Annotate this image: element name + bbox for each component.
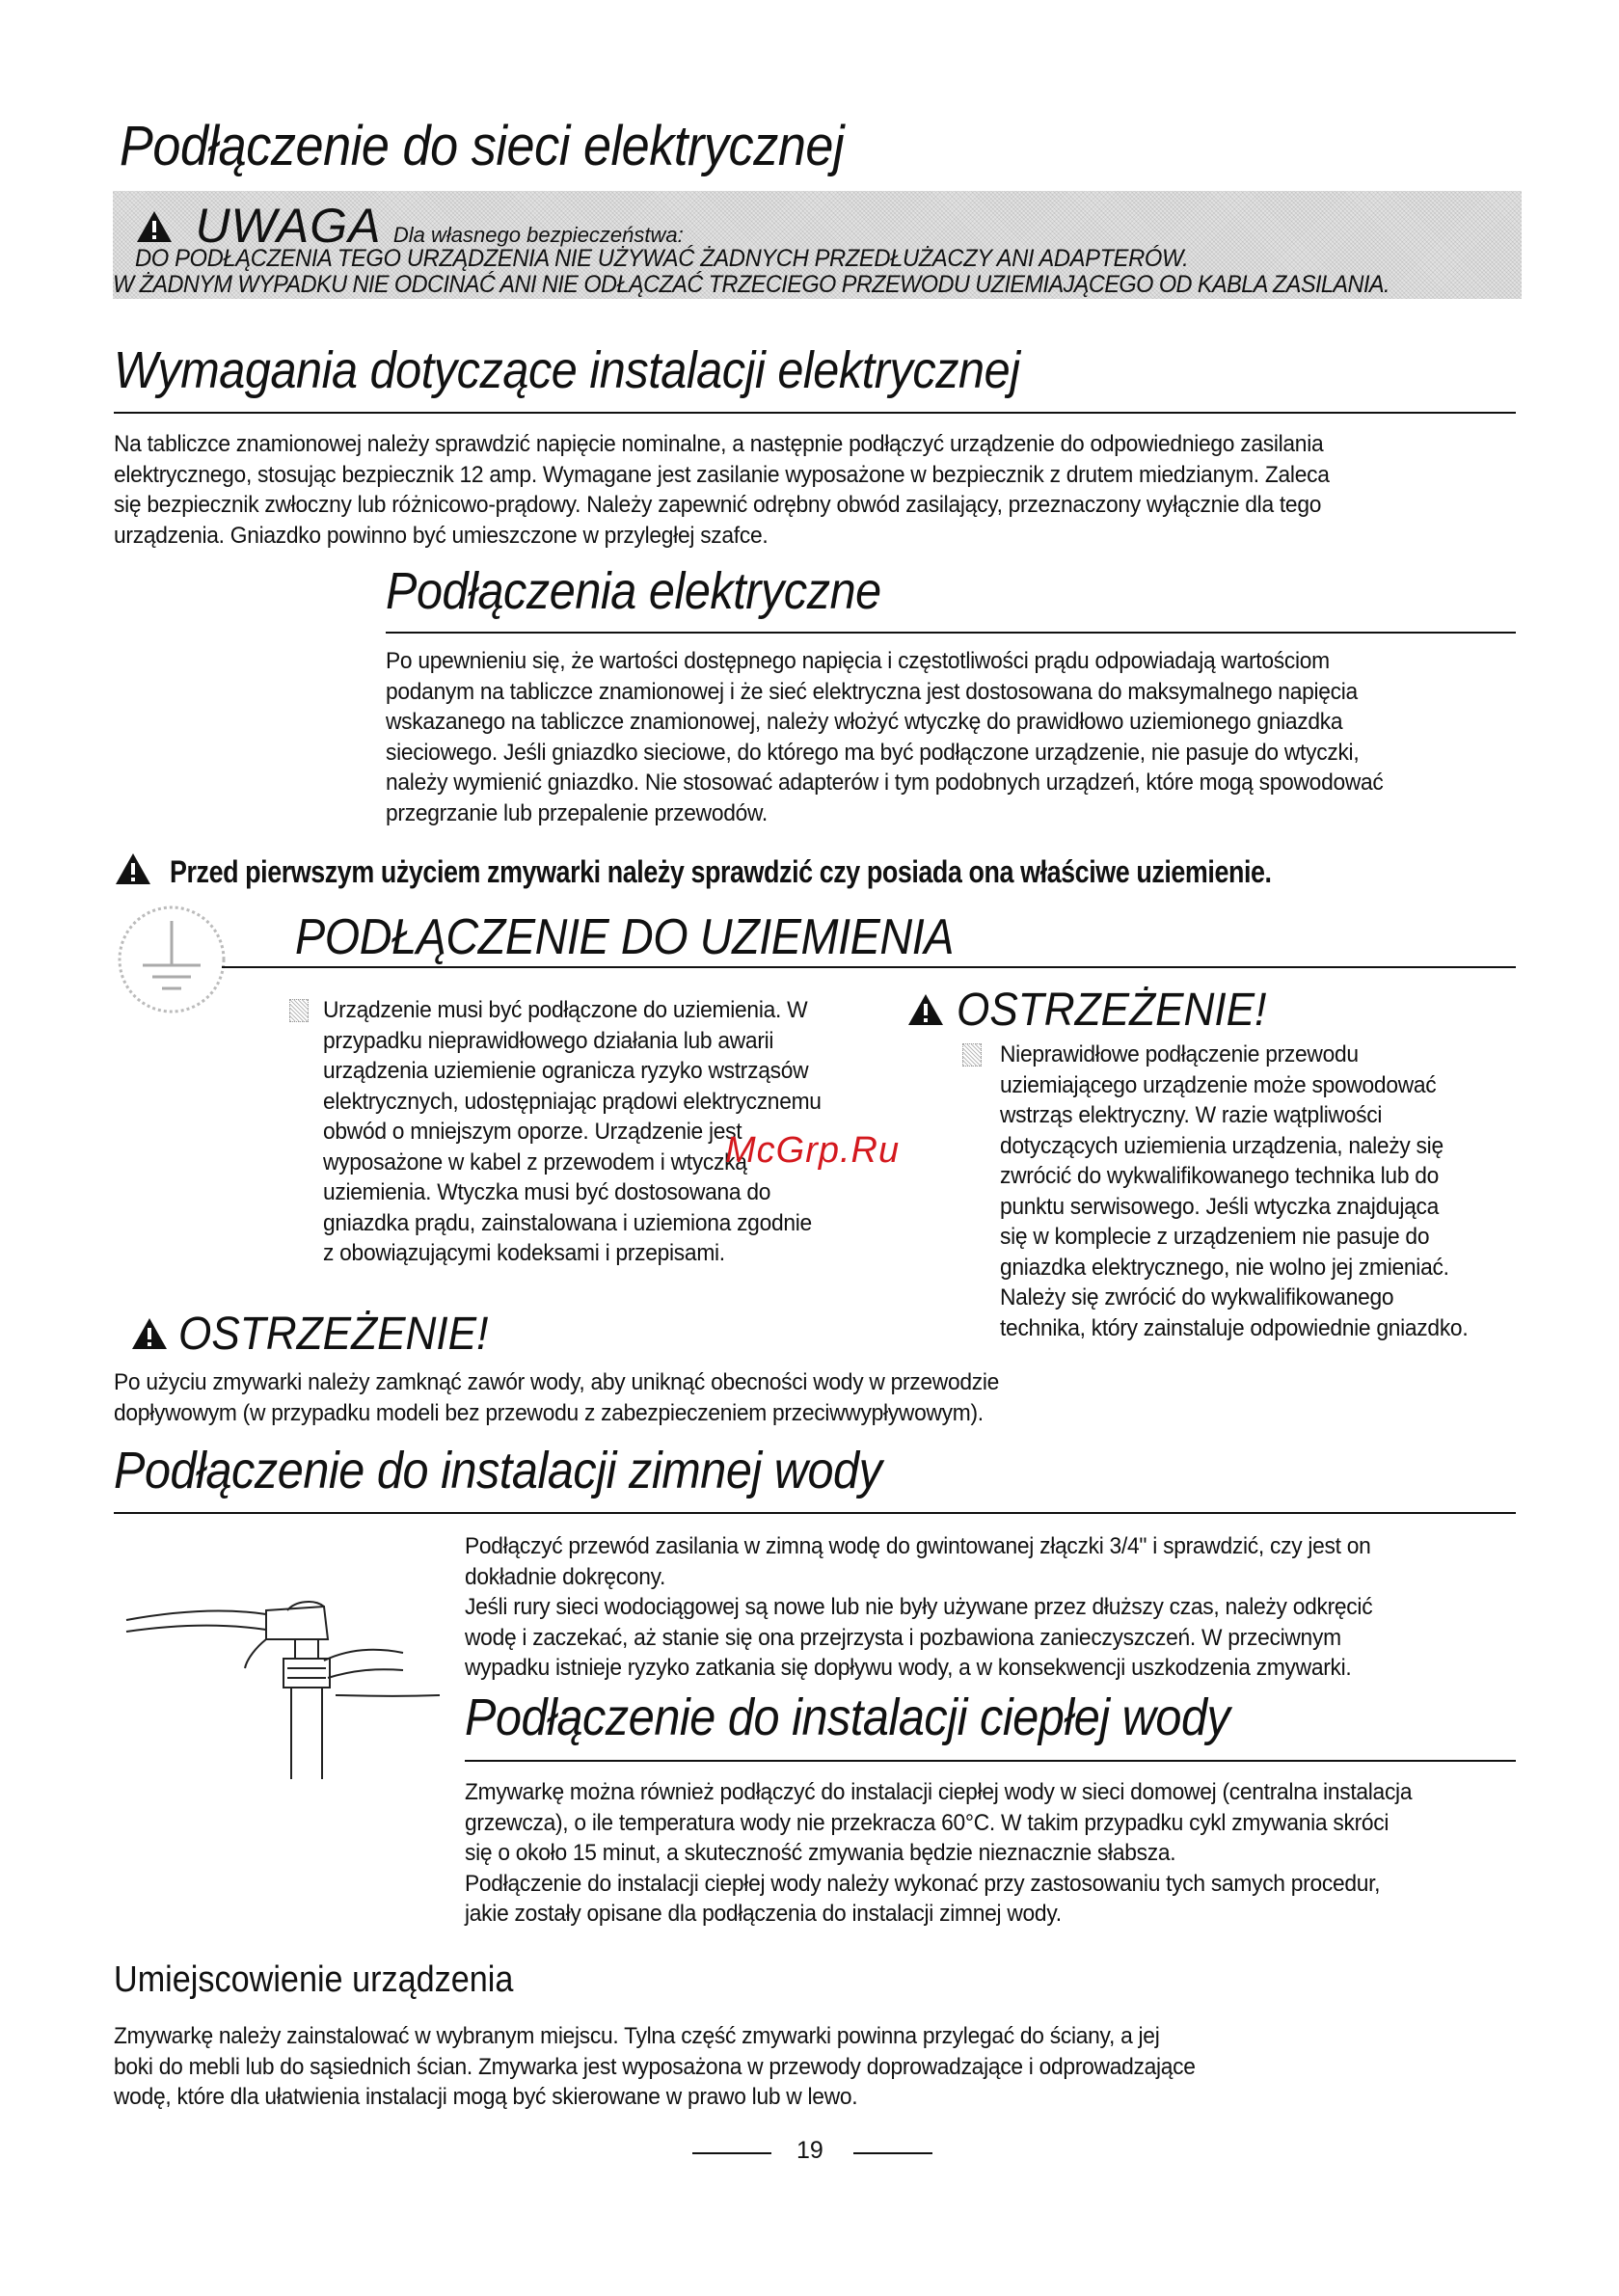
text-line: Podłączyć przewód zasilania w zimną wodę do gwintowanej złączki 3/4" i sprawdzić, czy jest on <box>465 1533 1371 1559</box>
warning-triangle-icon <box>130 1316 169 1351</box>
page-number: 19 <box>796 2137 823 2164</box>
text-line: się w komplecie z urządzeniem nie pasuje do <box>1000 1224 1430 1250</box>
text-line: z obowiązującymi kodeksami i przepisami. <box>323 1240 725 1266</box>
grounding-heading: PODŁĄCZENIE DO UZIEMIENIA <box>295 909 955 965</box>
warning-triangle-icon <box>906 992 945 1027</box>
text-line: gniazdka prądu, zainstalowana i uziemiona zgodnie <box>323 1209 812 1236</box>
electrical-connections-text <box>386 646 1516 828</box>
divider <box>114 412 1516 414</box>
text-line: punktu serwisowego. Jeśli wtyczka znajdująca <box>1000 1193 1440 1220</box>
text-line: się bezpiecznik zwłoczny lub różnicowo-prądowy. Należy zapewnić odrębny obwód zasilający, przeznaczony wyłącznie dla tego <box>114 492 1322 518</box>
text-line: podanym na tabliczce znamionowej i że sieć elektryczna jest dostosowana do maksymalnego napięcia <box>386 678 1358 705</box>
text-line: sieciowego. Jeśli gniazdko sieciowe, do którego ma być podłączone urządzenie, nie pasuje do wtyczki, <box>386 739 1360 766</box>
text-line: Urządzenie musi być podłączone do uziemienia. W <box>323 997 808 1023</box>
placement-heading: Umiejscowienie urządzenia <box>114 1959 514 2000</box>
text-line: przypadku nieprawidłowego działania lub awarii <box>323 1027 774 1054</box>
text-line: grzewcza), o ile temperatura wody nie przekracza 60°C. W takim przypadku cykl zmywania skróci <box>465 1809 1390 1836</box>
cold-water-heading: Podłączenie do instalacji zimnej wody <box>114 1442 882 1499</box>
text-line: wskazanego na tabliczce znamionowej, należy włożyć wtyczkę do prawidłowo uziemionego gniazdka <box>386 709 1343 735</box>
electrical-connections-heading: Podłączenia elektryczne <box>386 562 881 620</box>
text-line: uziemiającego urządzenie może spowodować <box>1000 1071 1437 1098</box>
hot-water-text <box>465 1777 1568 1930</box>
bullet-icon <box>962 1043 982 1067</box>
warning-line-1: DO PODŁĄCZENIA TEGO URZĄDZENIA NIE UŻYWAĆ ŻADNYCH PRZEDŁUŻACZY ANI ADAPTERÓW. <box>135 245 1189 272</box>
electrical-requirements-text <box>114 429 1513 551</box>
placement-text <box>114 2021 1459 2113</box>
text-line: wodę, które dla ułatwienia instalacji mogą być skierowane w prawo lub w lewo. <box>114 2084 858 2110</box>
warning-triangle-icon <box>135 209 174 244</box>
text-line: Jeśli rury sieci wodociągowej są nowe lub nie były używane przez dłuższy czas, należy odkręcić <box>465 1594 1373 1620</box>
text-line: urządzenia uziemienie ogranicza ryzyko wstrząsów <box>323 1058 809 1084</box>
text-line: Po upewnieniu się, że wartości dostępnego napięcia i częstotliwości prądu odpowiadają wartościom <box>386 648 1330 674</box>
warning-left-heading: OSTRZEŻENIE! <box>178 1309 489 1360</box>
grounding-check-text: Przed pierwszym użyciem zmywarki należy sprawdzić czy posiada ona właściwe uziemienie. <box>170 854 1273 889</box>
text-line: przegrzanie lub przepalenie przewodów. <box>386 799 768 826</box>
text-line: technika, który zainstaluje odpowiednie gniazdko. <box>1000 1314 1469 1341</box>
warning-right-heading: OSTRZEŻENIE! <box>957 985 1267 1036</box>
warning-subtitle: Dla własnego bezpieczeństwa: <box>392 223 684 247</box>
text-line: obwód o mniejszym oporze. Urządzenie jest <box>323 1119 742 1145</box>
watermark: McGrp.Ru <box>725 1130 901 1171</box>
divider <box>465 1760 1516 1762</box>
text-line: jakie zostały opisane dla podłączenia do instalacji zimnej wody. <box>465 1901 1062 1927</box>
faucet-illustration <box>121 1581 449 1784</box>
text-line: urządzenia. Gniazdko powinno być umieszczone w przyległej szafce. <box>114 522 769 549</box>
warning-right-header <box>906 984 1294 1037</box>
text-line: Nieprawidłowe podłączenie przewodu <box>1000 1041 1359 1067</box>
page-title: Podłączenie do sieci elektrycznej <box>120 115 845 177</box>
text-line: należy wymienić gniazdko. Nie stosować adapterów i tym podobnych urządzeń, które mogą spowodować <box>386 770 1384 796</box>
text-line: gniazdka elektrycznego, nie wolno jej zmieniać. <box>1000 1254 1449 1281</box>
text-line: dotyczących uziemienia urządzenia, należy się <box>1000 1132 1444 1159</box>
text-line: wyposażone w kabel z przewodem i wtyczką <box>323 1148 747 1175</box>
page-number-rule-right <box>853 2152 932 2154</box>
text-line: Zmywarkę należy zainstalować w wybranym miejscu. Tylna część zmywarki powinna przylegać do ściany, a jej <box>114 2023 1160 2049</box>
text-line: się o około 15 minut, a skuteczność zmywania będzie nieznacznie słabsza. <box>465 1840 1176 1866</box>
page-number-rule-left <box>692 2152 771 2154</box>
text-line: Na tabliczce znamionowej należy sprawdzić napięcie nominalne, a następnie podłączyć urządzenie do odpowiedniego zasilania <box>114 431 1324 457</box>
text-line: Zmywarkę można również podłączyć do instalacji ciepłej wody w sieci domowej (centralna instalacja <box>465 1779 1413 1805</box>
text-line: wodę i zaczekać, aż stanie się ona przejrzysta i pozbawiona zanieczyszczeń. W przeciwnym <box>465 1624 1341 1651</box>
warning-triangle-icon <box>114 851 152 886</box>
warning-line-2: W ŻADNYM WYPADKU NIE ODCINAĆ ANI NIE ODŁĄCZAĆ TRZECIEGO PRZEWODU UZIEMIAJĄCEGO OD KABLA ZASILANIA. <box>113 271 1390 298</box>
text-line: uziemienia. Wtyczka musi być dostosowana do <box>323 1179 771 1205</box>
text-line: Należy się zwrócić do wykwalifikowanego <box>1000 1284 1394 1310</box>
electrical-requirements-heading: Wymagania dotyczące instalacji elektrycznej <box>114 341 1020 399</box>
text-line: Podłączenie do instalacji ciepłej wody należy wykonać przy zastosowaniu tych samych procedur, <box>465 1870 1381 1897</box>
warning-right-text <box>1000 1040 1556 1343</box>
text-line: boki do mebli lub do sąsiednich ścian. Zmywarka jest wyposażona w przewody doprowadzające i odprowadzające <box>114 2053 1196 2080</box>
text-line: zwrócić do wykwalifikowanego technika lub do <box>1000 1163 1440 1189</box>
bullet-icon <box>289 999 309 1022</box>
text-line: elektrycznego, stosując bezpiecznik 12 amp. Wymagane jest zasilanie wyposażone w bezpiecznik z drutem miedzianym. Zaleca <box>114 461 1330 488</box>
grounding-check <box>114 851 1482 890</box>
text-line: Po użyciu zmywarki należy zamknąć zawór wody, aby uniknąć obecności wody w przewodzie <box>114 1369 1000 1395</box>
divider <box>114 1512 1516 1514</box>
ground-symbol-icon <box>114 902 229 1017</box>
text-line: dokładnie dokręcony. <box>465 1563 666 1590</box>
divider <box>386 632 1516 634</box>
cold-water-text <box>465 1531 1568 1684</box>
warning-left-header <box>130 1308 516 1361</box>
hot-water-heading: Podłączenie do instalacji ciepłej wody <box>465 1688 1230 1746</box>
text-line: elektrycznych, udostępniając prądowi elektrycznemu <box>323 1088 822 1115</box>
warning-left-text <box>114 1367 1280 1428</box>
text-line: wypadku istnieje ryzyko zatkania się dopływu wody, a w konsekwencji uszkodzenia zmywarki. <box>465 1655 1352 1681</box>
text-line: dopływowym (w przypadku modeli bez przewodu z zabezpieczeniem przeciwwypływowym). <box>114 1399 984 1426</box>
warning-heading: UWAGA <box>195 199 382 253</box>
text-line: wstrząs elektryczny. W razie wątpliwości <box>1000 1102 1383 1128</box>
divider <box>222 966 1516 968</box>
